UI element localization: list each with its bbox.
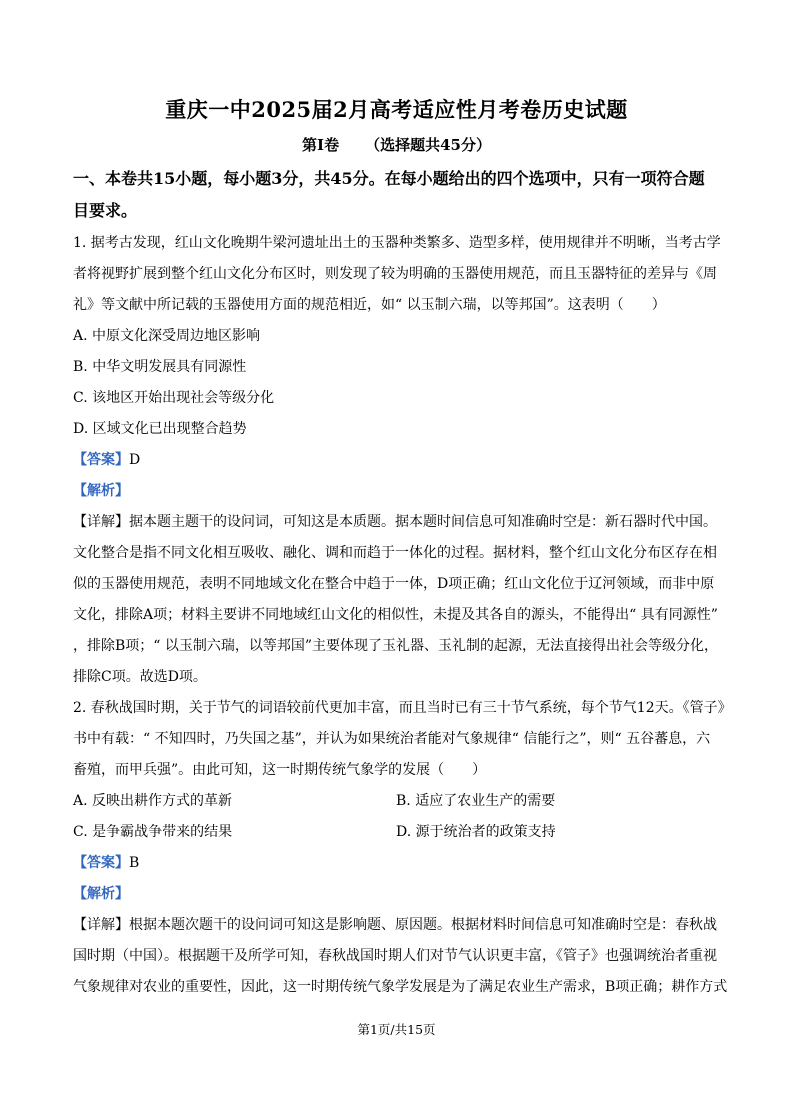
q1-detail-line: 文化整合是指不同文化相互吸收、融化、调和而趋于一体化的过程。据材料，整个红山文化分布区存在相 — [73, 545, 717, 561]
q1-detail-line: 文化，排除A项；材料主要讲不同地域红山文化的相似性，未提及其各自的源头，不能得出“ 具有同源性” — [73, 607, 718, 623]
q1-stem-line: 礼》等文献中所记载的玉器使用方面的规范相近，如“ 以玉制六瑞，以等邦国”。这表明（ ） — [73, 297, 666, 313]
q1-detail-line: 似的玉器使用规范，表明不同地域文化在整合中趋于一体，D项正确；红山文化位于辽河领域，而非中原 — [73, 576, 715, 592]
q2-stem-line: 2. 春秋战国时期，关于节气的词语较前代更加丰富，而且当时已有三十节气系统，每个节气12天。《管子》 — [73, 700, 732, 716]
answer-tag: 【答案】 — [73, 452, 129, 468]
detail-text: 据本题主题干的设问词，可知这是本质题。据本题时间信息可知准确时空是：新石器时代中国。 — [129, 514, 717, 530]
detail-text: 根据本题次题干的设问词可知这是影响题、原因题。根据材料时间信息可知准确时空是：春秋战 — [129, 917, 717, 933]
q2-detail-line: 气象规律对农业的重要性，因此，这一时期传统气象学发展是为了满足农业生产需求，B项正确；耕作方式 — [73, 979, 728, 995]
q2-analysis — [73, 883, 733, 903]
q2-option-c: C. 是争霸战争带来的结果 — [73, 824, 233, 840]
q2-stem-line: 畜殖，而甲兵强”。由此可知，这一时期传统气象学的发展（ ） — [73, 762, 487, 778]
page-number: 第1页/共15页 — [357, 1022, 436, 1037]
q2-detail-line — [73, 914, 733, 934]
q1-analysis — [73, 480, 733, 500]
instructions-line-1: 一、本卷共15小题，每小题3分，共45分。在每小题给出的四个选项中，只有一项符合题 — [73, 169, 705, 188]
q1-option-a: A. 中原文化深受周边地区影响 — [73, 328, 261, 344]
q1-stem-line: 者将视野扩展到整个红山文化分布区时，则发现了较为明确的玉器使用规范，而且玉器特征的差异与《周 — [73, 266, 717, 282]
q2-detail-line: 国时期（中国）。根据题干及所学可知，春秋战国时期人们对节气认识更丰富，《管子》也强调统治者重视 — [73, 948, 717, 964]
answer-tag: 【答案】 — [73, 855, 129, 871]
section-heading — [0, 134, 793, 155]
q1-option-c: C. 该地区开始出现社会等级分化 — [73, 390, 275, 406]
section-label: 第Ⅰ卷 — [302, 136, 340, 154]
q2-option-b: B. 适应了农业生产的需要 — [396, 793, 556, 809]
q1-option-d: D. 区域文化已出现整合趋势 — [73, 421, 247, 437]
answer-value: B — [129, 855, 140, 871]
q2-answer — [73, 852, 733, 872]
q2-option-d: D. 源于统治者的政策支持 — [396, 824, 556, 840]
answer-value: D — [129, 452, 141, 468]
q1-stem-line: 1. 据考古发现，红山文化晚期牛梁河遗址出土的玉器种类繁多、造型多样，使用规律并不明晰，当考古学 — [73, 235, 721, 251]
q2-stem-line: 书中有载：“ 不知四时，乃失国之基”，并认为如果统治者能对气象规律“ 信能行之”，则“ 五谷蕃息，六 — [73, 731, 711, 747]
detail-tag: 【详解】 — [73, 514, 129, 530]
q1-detail-line: ，排除B项；“ 以玉制六瑞，以等邦国”主要体现了玉礼器、玉礼制的起源，无法直接得出社会等级分化， — [73, 638, 719, 654]
analysis-tag: 【解析】 — [73, 886, 129, 902]
section-note: （选择题共45分） — [365, 136, 491, 154]
q1-detail-line — [73, 511, 733, 531]
instructions-line-2: 目要求。 — [73, 201, 138, 220]
page-title: 重庆一中2025届2月高考适应性月考卷历史试题 — [165, 97, 628, 122]
analysis-tag: 【解析】 — [73, 483, 129, 499]
q2-option-a: A. 反映出耕作方式的革新 — [73, 793, 233, 809]
detail-tag: 【详解】 — [73, 917, 129, 933]
q1-option-b: B. 中华文明发展具有同源性 — [73, 359, 247, 375]
q1-answer — [73, 449, 733, 469]
q1-detail-line: 排除C项。故选D项。 — [73, 669, 207, 685]
